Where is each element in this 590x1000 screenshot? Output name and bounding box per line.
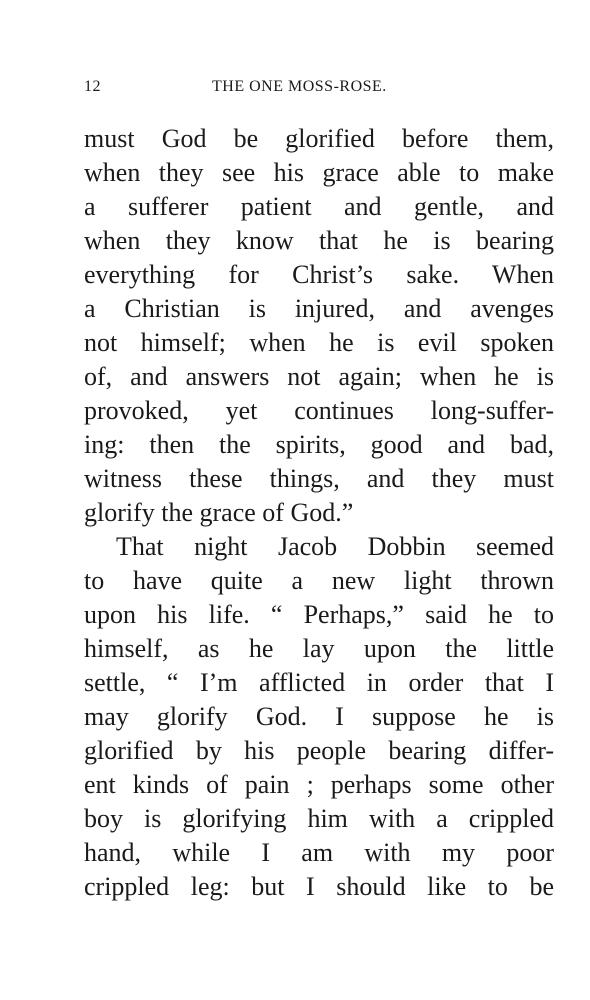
page-header	[84, 78, 554, 100]
paragraph-start-line: That night Jacob Dobbin seemed	[116, 532, 554, 561]
text-line: witness these things, and they must	[84, 464, 554, 493]
text-line: to have quite a new light thrown	[84, 566, 554, 595]
text-line: himself, as he lay upon the little	[84, 634, 554, 663]
text-line: ent kinds of pain ; perhaps some other	[84, 770, 554, 799]
running-title: THE ONE MOSS-ROSE.	[212, 78, 387, 95]
text-line: everything for Christ’s sake. When	[84, 260, 554, 289]
text-line: not himself; when he is evil spoken	[84, 328, 554, 357]
text-line: a sufferer patient and gentle, and	[84, 192, 554, 221]
text-line: hand, while I am with my poor	[84, 838, 554, 867]
text-line: upon his life. “ Perhaps,” said he to	[84, 600, 554, 629]
text-line: ing: then the spirits, good and bad,	[84, 430, 554, 459]
paragraph-end-line: glorify the grace of God.”	[84, 498, 354, 527]
text-line: when they see his grace able to make	[84, 158, 554, 187]
text-line: provoked, yet continues long-suffer-	[84, 396, 554, 425]
text-line: must God be glorified before them,	[84, 124, 554, 153]
text-line: glorified by his people bearing differ-	[84, 736, 554, 765]
text-line: of, and answers not again; when he is	[84, 362, 554, 391]
text-line: when they know that he is bearing	[84, 226, 554, 255]
body-text	[84, 122, 554, 904]
text-line: crippled leg: but I should like to be	[84, 872, 554, 901]
text-line: a Christian is injured, and avenges	[84, 294, 554, 323]
text-line: boy is glorifying him with a crippled	[84, 804, 554, 833]
text-line: settle, “ I’m afflicted in order that I	[84, 668, 554, 697]
text-line: may glorify God. I suppose he is	[84, 702, 554, 731]
page-number: 12	[84, 78, 101, 95]
